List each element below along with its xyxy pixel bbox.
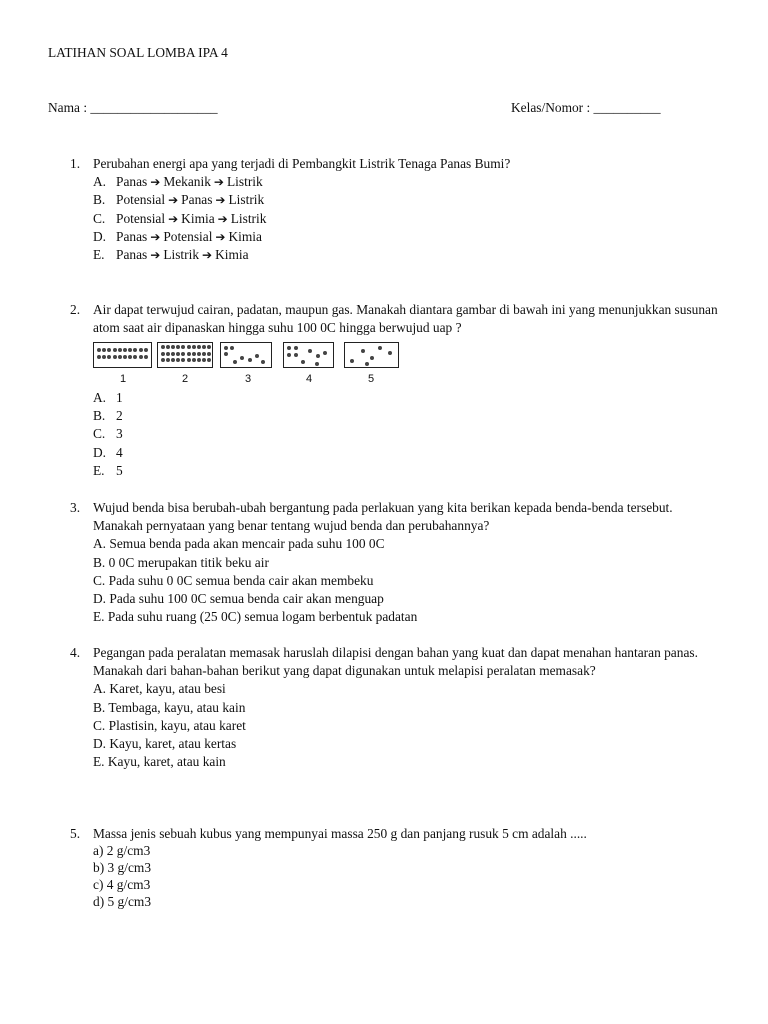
figure-label-5: 5 xyxy=(367,373,375,385)
option-part: Potensial xyxy=(116,210,166,226)
particle-dot xyxy=(181,352,185,356)
question-text: Air dapat terwujud cairan, padatan, maupun gas. Manakah diantara gambar di bawah ini yang menunjukkan susunan atom saat air dipanaskan hingga suhu 100 0C hingga berwujud uap ? xyxy=(93,302,718,336)
particle-dot xyxy=(350,359,354,363)
particle-dot xyxy=(161,352,165,356)
particle-dot xyxy=(224,346,228,350)
option-text: 3 xyxy=(116,426,123,442)
particle-arrangement-figure xyxy=(93,342,403,388)
option-part: Listrik xyxy=(230,210,267,226)
arrow-right-icon: ➔ xyxy=(150,175,161,190)
answer-option-e xyxy=(93,246,720,264)
figure-label-3: 3 xyxy=(244,373,252,385)
option-letter: E. xyxy=(93,609,105,625)
figure-label-1: 1 xyxy=(119,373,127,385)
particle-dot xyxy=(361,349,365,353)
particle-dot xyxy=(370,356,374,360)
particle-dot xyxy=(301,360,305,364)
particle-dot xyxy=(192,345,196,349)
arrow-right-icon: ➔ xyxy=(217,211,228,226)
option-letter: B. xyxy=(93,699,106,715)
particle-dot xyxy=(388,351,392,355)
arrow-right-icon: ➔ xyxy=(150,229,161,244)
option-part: Panas xyxy=(116,247,148,263)
question-4 xyxy=(70,644,720,771)
particle-dot xyxy=(202,345,206,349)
particle-dot xyxy=(230,346,234,350)
arrow-right-icon: ➔ xyxy=(168,211,179,226)
answer-option-a xyxy=(93,680,720,698)
option-text: 4 g/cm3 xyxy=(106,876,151,892)
arrow-right-icon: ➔ xyxy=(168,193,179,208)
question-number: 5. xyxy=(70,826,81,841)
answer-option-a xyxy=(93,843,720,860)
figure-box-3 xyxy=(220,342,272,368)
option-text: Pada suhu 100 0C semua benda cair akan menguap xyxy=(109,591,384,607)
answer-option-d xyxy=(93,444,720,462)
particle-dot xyxy=(97,355,101,359)
particle-dot xyxy=(176,352,180,356)
option-text: 3 g/cm3 xyxy=(107,860,152,875)
option-letter: A. xyxy=(93,681,107,697)
particle-dot xyxy=(187,352,191,356)
particle-dot xyxy=(240,356,244,360)
option-text: Plastisin, kayu, atau karet xyxy=(108,717,246,733)
option-part: Panas xyxy=(181,192,213,208)
figure-box-5 xyxy=(344,342,399,368)
option-part: Potensial xyxy=(163,228,213,244)
particle-dot xyxy=(207,352,211,356)
particle-dot xyxy=(202,352,206,356)
option-letter: E. xyxy=(93,462,105,478)
answer-options xyxy=(93,843,720,910)
option-part: Kimia xyxy=(181,210,215,226)
option-text: 0 0C merupakan titik beku air xyxy=(108,554,269,570)
particle-dot xyxy=(233,360,237,364)
particle-dot xyxy=(261,360,265,364)
option-part: Listrik xyxy=(163,247,200,263)
answer-option-c xyxy=(93,572,720,590)
answer-options xyxy=(93,680,720,771)
arrow-right-icon: ➔ xyxy=(202,248,213,263)
option-text: Karet, kayu, atau besi xyxy=(109,681,226,697)
particle-dot xyxy=(187,345,191,349)
particle-dot xyxy=(287,353,291,357)
answer-options xyxy=(93,535,720,626)
question-5 xyxy=(70,825,720,910)
answer-option-c xyxy=(93,425,720,443)
option-letter: B. xyxy=(93,192,106,208)
particle-dot xyxy=(144,355,148,359)
answer-option-e xyxy=(93,608,720,626)
option-text: Tembaga, kayu, atau kain xyxy=(108,699,246,715)
option-letter: C. xyxy=(93,572,106,588)
answer-option-b xyxy=(93,407,720,425)
arrow-right-icon: ➔ xyxy=(150,248,161,263)
particle-dot xyxy=(255,354,259,358)
option-letter: D. xyxy=(93,444,107,460)
particle-dot xyxy=(207,358,211,362)
option-part: Panas xyxy=(116,228,148,244)
particle-dot xyxy=(197,352,201,356)
option-letter: c) xyxy=(93,876,104,892)
name-field: Nama : ___________________ xyxy=(48,100,218,115)
particle-dot xyxy=(113,355,117,359)
answer-option-d xyxy=(93,894,720,911)
particle-dot xyxy=(316,354,320,358)
option-text: Semua benda pada akan mencair pada suhu 100 0C xyxy=(109,536,385,552)
particle-dot xyxy=(287,346,291,350)
answer-option-c xyxy=(93,717,720,735)
option-letter: C. xyxy=(93,717,106,733)
particle-dot xyxy=(113,348,117,352)
question-text: Pegangan pada peralatan memasak haruslah dilapisi dengan bahan yang kuat dan dapat menahan hantaran panas. Manakah dari bahan-bahan berikut yang dapat digunakan untuk melapisi peralatan memasak? xyxy=(93,645,698,679)
option-letter: A. xyxy=(93,174,107,190)
particle-dot xyxy=(123,348,127,352)
option-letter: b) xyxy=(93,860,105,875)
question-number: 4. xyxy=(70,645,81,660)
question-number: 3. xyxy=(70,500,81,515)
option-text: 5 g/cm3 xyxy=(107,893,152,909)
answer-option-d xyxy=(93,590,720,608)
option-letter: B. xyxy=(93,554,106,570)
option-text: Pada suhu ruang (25 0C) semua logam berbentuk padatan xyxy=(107,609,418,625)
option-part: Panas xyxy=(116,174,148,190)
question-1 xyxy=(70,155,720,264)
arrow-right-icon: ➔ xyxy=(215,229,226,244)
option-letter: C. xyxy=(93,210,106,226)
answer-options xyxy=(93,389,720,480)
particle-dot xyxy=(197,345,201,349)
question-number: 2. xyxy=(70,302,81,317)
answer-option-d xyxy=(93,735,720,753)
question-text: Perubahan energi apa yang terjadi di Pembangkit Listrik Tenaga Panas Bumi? xyxy=(93,156,511,171)
particle-dot xyxy=(171,352,175,356)
figure-label-4: 4 xyxy=(305,373,313,385)
particle-dot xyxy=(192,352,196,356)
option-letter: A. xyxy=(93,390,107,405)
particle-dot xyxy=(144,348,148,352)
particle-dot xyxy=(207,345,211,349)
option-letter: E. xyxy=(93,247,105,263)
option-text: 5 xyxy=(116,462,123,478)
answer-option-b xyxy=(93,860,720,877)
option-letter: D. xyxy=(93,591,107,607)
particle-dot xyxy=(315,362,319,366)
answer-option-c xyxy=(93,210,720,228)
option-letter: a) xyxy=(93,843,104,859)
particle-dot xyxy=(166,352,170,356)
answer-option-a xyxy=(93,535,720,553)
question-number: 1. xyxy=(70,156,81,171)
answer-option-b xyxy=(93,191,720,209)
option-text: Pada suhu 0 0C semua benda cair akan membeku xyxy=(108,572,374,588)
particle-dot xyxy=(97,348,101,352)
option-letter: D. xyxy=(93,228,107,244)
class-number-field: Kelas/Nomor : __________ xyxy=(511,100,661,115)
page-title: LATIHAN SOAL LOMBA IPA 4 xyxy=(48,45,228,60)
option-text: Kayu, karet, atau kain xyxy=(107,754,226,770)
question-3 xyxy=(70,499,720,626)
answer-option-a xyxy=(93,173,720,191)
particle-dot xyxy=(202,358,206,362)
particle-dot xyxy=(294,353,298,357)
option-text: 4 xyxy=(116,444,123,460)
particle-dot xyxy=(139,348,143,352)
option-text: 1 xyxy=(116,390,123,405)
option-text: 2 xyxy=(116,408,123,424)
option-part: Mekanik xyxy=(163,174,211,190)
option-letter: B. xyxy=(93,408,106,424)
option-letter: d) xyxy=(93,893,105,909)
particle-dot xyxy=(308,349,312,353)
particle-dot xyxy=(123,355,127,359)
answer-option-d xyxy=(93,228,720,246)
option-part: Kimia xyxy=(228,228,262,244)
option-text: 2 g/cm3 xyxy=(106,843,151,859)
particle-dot xyxy=(192,358,196,362)
particle-dot xyxy=(118,348,122,352)
question-2 xyxy=(70,301,720,337)
particle-dot xyxy=(294,346,298,350)
figure-label-2: 2 xyxy=(181,373,189,385)
particle-dot xyxy=(187,358,191,362)
particle-dot xyxy=(161,345,165,349)
particle-dot xyxy=(197,358,201,362)
particle-dot xyxy=(118,355,122,359)
option-part: Listrik xyxy=(226,174,263,190)
particle-dot xyxy=(248,358,252,362)
answer-option-b xyxy=(93,699,720,717)
particle-dot xyxy=(378,346,382,350)
arrow-right-icon: ➔ xyxy=(213,175,224,190)
option-letter: C. xyxy=(93,426,106,442)
question-text: Wujud benda bisa berubah-ubah bergantung pada perlakuan yang kita berikan kepada benda-benda tersebut. Manakah pernyataan yang benar tentang wujud benda dan perubahannya? xyxy=(93,500,673,534)
arrow-right-icon: ➔ xyxy=(215,193,226,208)
option-letter: E. xyxy=(93,754,105,770)
answer-option-e xyxy=(93,462,720,480)
option-part: Kimia xyxy=(215,247,249,263)
particle-dot xyxy=(161,358,165,362)
option-part: Potensial xyxy=(116,192,166,208)
option-text: Kayu, karet, atau kertas xyxy=(109,736,237,752)
particle-dot xyxy=(365,362,369,366)
particle-dot xyxy=(323,351,327,355)
answer-options xyxy=(93,173,720,264)
option-part: Listrik xyxy=(228,192,265,208)
answer-option-b xyxy=(93,554,720,572)
particle-dot xyxy=(139,355,143,359)
question-2-options xyxy=(70,389,720,480)
option-letter: A. xyxy=(93,536,107,552)
answer-option-a xyxy=(93,389,720,407)
question-text: Massa jenis sebuah kubus yang mempunyai massa 250 g dan panjang rusuk 5 cm adalah ..... xyxy=(93,826,587,841)
particle-dot xyxy=(224,352,228,356)
answer-option-c xyxy=(93,877,720,894)
option-letter: D. xyxy=(93,736,107,752)
answer-option-e xyxy=(93,753,720,771)
